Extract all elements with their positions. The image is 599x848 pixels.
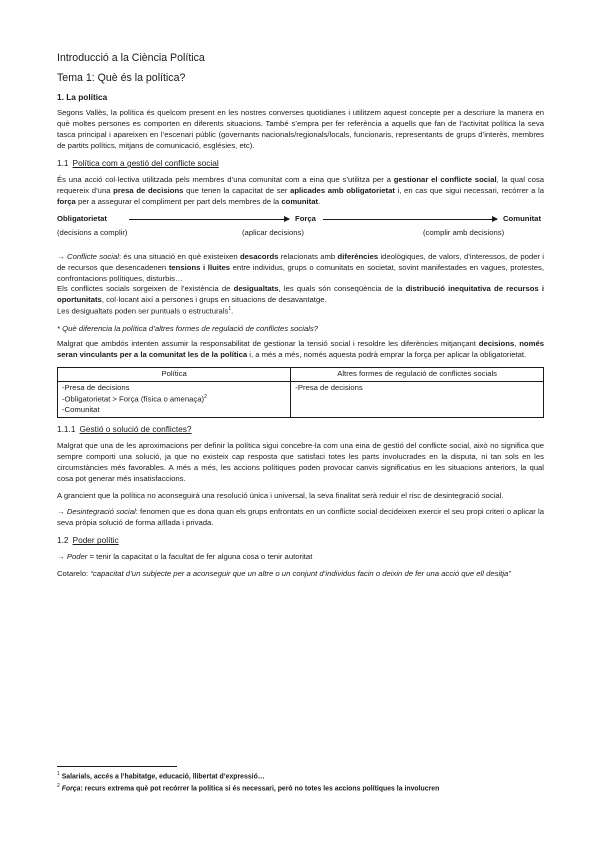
document-title: Introducció a la Ciència Política: [57, 52, 205, 64]
section-1-1-1-paragraph-1: Malgrat que una de les aproximacions per definir la política sigui concebre-la com una eina de gestió del conflicte social, això no significa que sempre comporti una solució, ja que no existeix cap resposta que satisfaci totes les parts involucrades en la disputa, ni tan sols en les circumstàncies més favorables. A més a més, les accions polítiques poden provocar canvis significatius en les situacions anteriors, la qual cosa pot generar més insatisfaccions.: [57, 440, 544, 483]
footnotes: [57, 766, 544, 794]
footnote-divider: [57, 766, 177, 767]
flow-forca-sub: (aplicar decisions): [242, 227, 304, 237]
section-1-1-1-heading: 1.1.1 Gestió o solució de conflictes?: [57, 423, 192, 434]
desintegracio-definition: → Desintegració social: fenomen que es dona quan els grups enfrontats en un conflicte social decideixen exercir el seu propi criteri o aplicar la seva pròpia solució de forma aïllada i privada.: [57, 507, 544, 528]
flow-obligatorietat-sub: (decisions a complir): [57, 227, 128, 237]
table-header-row: [58, 367, 544, 381]
question-line: * Què diferencia la política d’altres formes de regulació de conflictes socials?: [57, 323, 319, 333]
arrow-right-icon: →: [57, 251, 65, 261]
table-header-politica: Política: [58, 367, 291, 381]
flow-comunitat-label: Comunitat: [503, 213, 542, 223]
flow-arrow-2: [323, 219, 497, 220]
table-cell-politica: -Presa de decisions -Obligatorietat > Força (física o amenaça)$^2$ -Comunitat: [58, 381, 291, 417]
footnote-1: $^1$ Salarials, accés a l’habitatge, educació, llibertat d’expressió…: [57, 771, 265, 781]
flow-comunitat-sub: (complir amb decisions): [423, 227, 505, 237]
question-answer: Malgrat que ambdós intenten assumir la responsabilitat de gestionar la tensió social i resoldre les diferències mitjançant decisions, només seran vinculants per a la comunitat les de la política i, a més a més, només aquesta podrà emprar la força per aplicar la obligatorietat.: [57, 338, 544, 359]
tema-title: Tema 1: Què és la política?: [57, 71, 186, 84]
flow-forca-label: Força: [295, 213, 316, 223]
table-cell-altres: -Presa de decisions: [291, 381, 544, 417]
desigualtats-paragraph: Els conflictes socials sorgeixen de l’existència de desigualtats, les quals són conseqüència de la distribució inequitativa de recursos i oportunitats, col·locant així a persones i grups en situacions de desavantatge.: [57, 284, 544, 305]
section-1-1-heading: 1.1 Política com a gestió del conflicte social: [57, 158, 219, 169]
document-page: [57, 52, 544, 586]
section-1-1-paragraph: És una acció col·lectiva utilitzada pels membres d’una comunitat com a eina que s’utilitza per a gestionar el conflicte social, la qual cosa requereix d’una presa de decisions que tenen la capacitat de ser aplicades amb obligatorietat i, en cas que sigui necessari, recórrer a la força per a assegurar el compliment per part dels membres de la comunitat.: [57, 174, 544, 206]
conflicte-social-definition: → Conflicte social: és una situació en què existeixen desacords relacionats amb diferències ideològiques, de valors, d’interessos, de poder i de recursos que desencadenen tensions i lluites entre individus, grups o comunitats en societat, sovint manifestades en vagues, protestes, confrontacions polítiques, disturbis…: [57, 251, 545, 283]
section-1-heading: 1. La política: [57, 91, 108, 102]
section-1-paragraph: Segons Vallès, la política és quelcom present en les nostres converses quotidianes i utilitzem aquest concepte per a descriure la manera en què moltes persones es comporten en diferents situacions. També s’empra per fer referència a aquells que fan de l’activitat política la seva tasca principal i apareixen en l’escenari públic (governants nacionals/regionals/locals, funcionaris, representants de grups d’interès, membres de partits polítics, mitjans de comunicació, esglésies, etc).: [57, 108, 544, 151]
table-row: [58, 381, 544, 417]
section-1-1-1-paragraph-2: A grancient que la política no aconseguirà una resolució única i universal, la seva finalitat serà reduir el risc de desintegració social.: [57, 490, 504, 500]
comparison-table: [57, 367, 544, 418]
section-1-2-heading: 1.2 Poder polític: [57, 535, 119, 546]
poder-definition: → Poder = tenir la capacitat o la facultat de fer alguna cosa o tenir autoritat: [57, 552, 313, 562]
flow-diagram: [57, 214, 544, 244]
footnote-2: $^2$ Força: recurs extrema què pot recórrer la política si és necessari, però no totes les accions polítiques la involucren: [57, 782, 440, 792]
flow-arrow-1: [129, 219, 289, 220]
desigualtats-types: Les desigualtats poden ser puntuals o estructurals$^1$.: [57, 306, 234, 316]
arrow-right-icon: →: [57, 552, 65, 562]
cotarelo-quote: Cotarelo: “capacitat d’un subjecte per a aconseguir que un altre o un conjunt d’individus facin o deixin de fer una acció que ell desitja”: [57, 569, 511, 579]
table-header-altres: Altres formes de regulació de conflictes socials: [291, 367, 544, 381]
flow-obligatorietat-label: Obligatorietat: [57, 213, 107, 223]
arrow-right-icon: →: [57, 507, 65, 517]
